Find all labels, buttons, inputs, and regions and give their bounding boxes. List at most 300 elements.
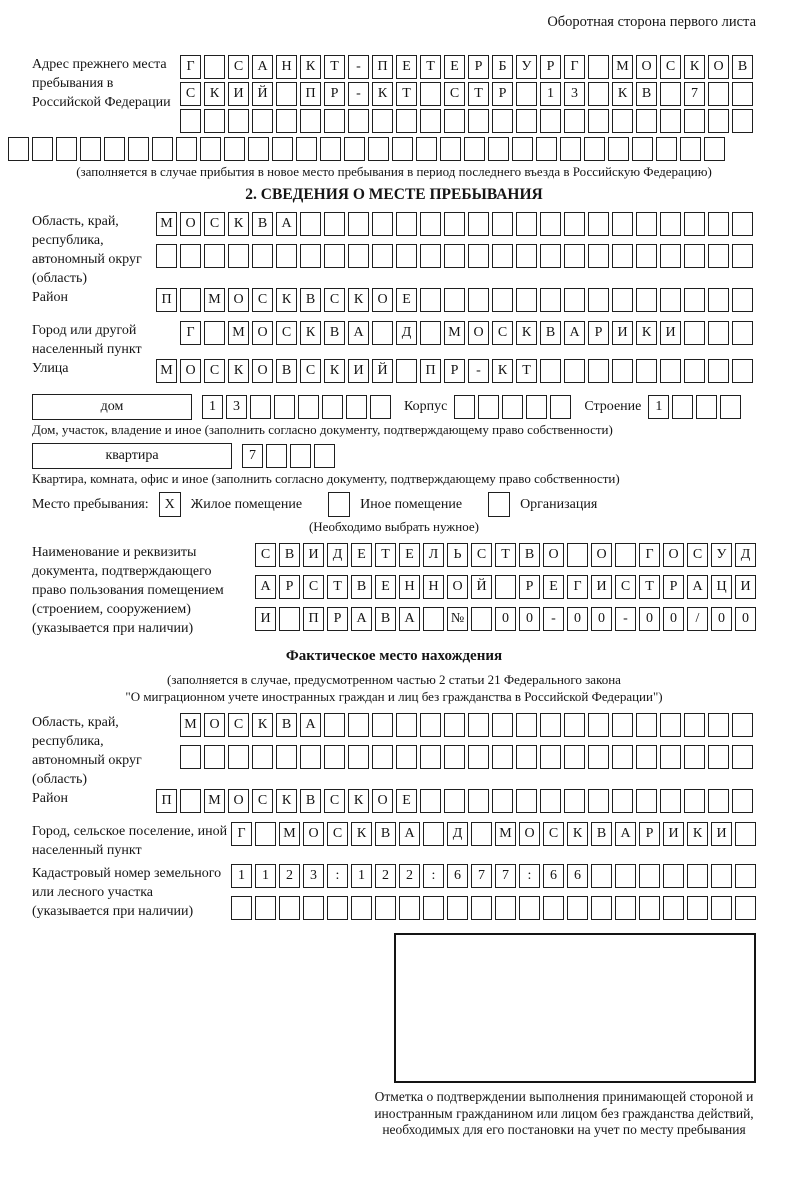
char-cell[interactable]: Е [399, 543, 420, 567]
char-cell[interactable]: Т [516, 359, 537, 383]
char-cell[interactable]: Г [639, 543, 660, 567]
char-cell[interactable]: 0 [735, 607, 756, 631]
char-cell[interactable]: К [228, 212, 249, 236]
char-cell[interactable]: Е [543, 575, 564, 599]
char-cell[interactable] [732, 745, 753, 769]
char-cell[interactable]: К [276, 789, 297, 813]
char-cell[interactable] [279, 607, 300, 631]
char-cell[interactable] [564, 359, 585, 383]
char-cell[interactable]: 6 [447, 864, 468, 888]
char-cell[interactable] [224, 137, 245, 161]
char-cell[interactable]: С [324, 789, 345, 813]
char-cell[interactable]: В [351, 575, 372, 599]
char-cell[interactable] [324, 713, 345, 737]
char-cell[interactable]: 1 [255, 864, 276, 888]
char-cell[interactable]: В [279, 543, 300, 567]
char-cell[interactable] [720, 395, 741, 419]
char-cell[interactable]: 1 [540, 82, 561, 106]
char-cell[interactable] [564, 109, 585, 133]
char-cell[interactable]: С [204, 212, 225, 236]
char-cell[interactable]: Т [327, 575, 348, 599]
char-cell[interactable]: : [327, 864, 348, 888]
char-cell[interactable] [444, 713, 465, 737]
char-cell[interactable]: О [180, 212, 201, 236]
char-cell[interactable]: С [228, 55, 249, 79]
char-cell[interactable]: К [348, 288, 369, 312]
char-cell[interactable] [564, 745, 585, 769]
char-cell[interactable]: С [327, 822, 348, 846]
char-cell[interactable]: 3 [226, 395, 247, 419]
char-cell[interactable] [636, 212, 657, 236]
char-cell[interactable] [327, 896, 348, 920]
char-cell[interactable] [464, 137, 485, 161]
char-cell[interactable]: Й [372, 359, 393, 383]
char-cell[interactable] [732, 789, 753, 813]
char-cell[interactable] [660, 82, 681, 106]
char-cell[interactable]: 6 [567, 864, 588, 888]
char-cell[interactable] [324, 745, 345, 769]
char-cell[interactable] [276, 82, 297, 106]
char-cell[interactable]: П [156, 789, 177, 813]
char-cell[interactable]: В [732, 55, 753, 79]
char-cell[interactable] [300, 109, 321, 133]
char-cell[interactable] [687, 896, 708, 920]
char-cell[interactable] [80, 137, 101, 161]
char-cell[interactable]: Б [492, 55, 513, 79]
char-cell[interactable]: М [444, 321, 465, 345]
char-cell[interactable]: - [348, 55, 369, 79]
char-cell[interactable]: К [612, 82, 633, 106]
char-cell[interactable] [684, 359, 705, 383]
char-cell[interactable]: П [156, 288, 177, 312]
char-cell[interactable] [204, 55, 225, 79]
char-cell[interactable] [348, 244, 369, 268]
char-cell[interactable]: Л [423, 543, 444, 567]
char-cell[interactable] [608, 137, 629, 161]
char-cell[interactable] [684, 745, 705, 769]
char-cell[interactable]: 7 [684, 82, 705, 106]
char-cell[interactable]: И [612, 321, 633, 345]
char-cell[interactable]: М [279, 822, 300, 846]
char-cell[interactable]: А [399, 607, 420, 631]
char-cell[interactable] [8, 137, 29, 161]
char-cell[interactable]: В [276, 713, 297, 737]
char-cell[interactable] [396, 109, 417, 133]
char-cell[interactable]: О [519, 822, 540, 846]
char-cell[interactable] [615, 543, 636, 567]
char-cell[interactable] [696, 395, 717, 419]
char-cell[interactable]: 1 [351, 864, 372, 888]
char-cell[interactable]: В [300, 288, 321, 312]
char-cell[interactable] [708, 109, 729, 133]
char-cell[interactable]: О [228, 789, 249, 813]
char-cell[interactable] [732, 359, 753, 383]
char-cell[interactable] [468, 212, 489, 236]
char-cell[interactable] [660, 244, 681, 268]
char-cell[interactable]: М [204, 288, 225, 312]
char-cell[interactable] [632, 137, 653, 161]
char-cell[interactable] [372, 109, 393, 133]
char-cell[interactable] [732, 244, 753, 268]
char-cell[interactable]: М [495, 822, 516, 846]
char-cell[interactable] [372, 212, 393, 236]
char-cell[interactable]: О [228, 288, 249, 312]
char-cell[interactable] [471, 896, 492, 920]
char-cell[interactable] [588, 82, 609, 106]
char-cell[interactable]: М [612, 55, 633, 79]
char-cell[interactable]: Т [495, 543, 516, 567]
char-cell[interactable] [423, 607, 444, 631]
char-cell[interactable] [180, 789, 201, 813]
char-cell[interactable] [375, 896, 396, 920]
char-cell[interactable] [444, 109, 465, 133]
char-cell[interactable] [204, 244, 225, 268]
char-cell[interactable] [540, 789, 561, 813]
char-cell[interactable]: К [300, 321, 321, 345]
char-cell[interactable]: И [663, 822, 684, 846]
char-cell[interactable]: В [300, 789, 321, 813]
char-cell[interactable] [684, 244, 705, 268]
char-cell[interactable] [492, 745, 513, 769]
char-cell[interactable]: Г [180, 55, 201, 79]
char-cell[interactable] [344, 137, 365, 161]
char-cell[interactable]: Р [279, 575, 300, 599]
char-cell[interactable] [564, 212, 585, 236]
char-cell[interactable]: П [420, 359, 441, 383]
char-cell[interactable] [502, 395, 523, 419]
char-cell[interactable] [735, 822, 756, 846]
char-cell[interactable]: К [372, 82, 393, 106]
char-cell[interactable] [588, 244, 609, 268]
char-cell[interactable] [612, 745, 633, 769]
char-cell[interactable] [290, 444, 311, 468]
char-cell[interactable] [516, 82, 537, 106]
char-cell[interactable]: К [684, 55, 705, 79]
char-cell[interactable]: К [351, 822, 372, 846]
char-cell[interactable]: Р [444, 359, 465, 383]
char-cell[interactable] [324, 212, 345, 236]
char-cell[interactable]: : [423, 864, 444, 888]
char-cell[interactable] [612, 244, 633, 268]
char-cell[interactable] [680, 137, 701, 161]
char-cell[interactable]: С [660, 55, 681, 79]
char-cell[interactable] [200, 137, 221, 161]
char-cell[interactable]: А [687, 575, 708, 599]
char-cell[interactable]: - [543, 607, 564, 631]
char-cell[interactable]: Е [396, 789, 417, 813]
char-cell[interactable]: 7 [471, 864, 492, 888]
char-cell[interactable] [516, 288, 537, 312]
char-cell[interactable]: О [663, 543, 684, 567]
char-cell[interactable] [492, 244, 513, 268]
char-cell[interactable] [540, 212, 561, 236]
char-cell[interactable]: П [300, 82, 321, 106]
char-cell[interactable] [540, 745, 561, 769]
char-cell[interactable]: 0 [711, 607, 732, 631]
char-cell[interactable]: Д [327, 543, 348, 567]
char-cell[interactable]: 2 [375, 864, 396, 888]
char-cell[interactable] [440, 137, 461, 161]
char-cell[interactable]: О [180, 359, 201, 383]
char-cell[interactable]: С [255, 543, 276, 567]
char-cell[interactable] [478, 395, 499, 419]
char-cell[interactable]: 7 [495, 864, 516, 888]
char-cell[interactable]: М [228, 321, 249, 345]
char-cell[interactable]: Т [420, 55, 441, 79]
char-cell[interactable] [420, 745, 441, 769]
char-cell[interactable] [420, 212, 441, 236]
char-cell[interactable] [368, 137, 389, 161]
char-cell[interactable] [324, 244, 345, 268]
char-cell[interactable] [588, 109, 609, 133]
char-cell[interactable]: И [348, 359, 369, 383]
char-cell[interactable]: А [615, 822, 636, 846]
char-cell[interactable] [636, 713, 657, 737]
char-cell[interactable]: О [252, 321, 273, 345]
char-cell[interactable]: В [252, 212, 273, 236]
char-cell[interactable] [591, 896, 612, 920]
char-cell[interactable] [732, 321, 753, 345]
char-cell[interactable] [396, 713, 417, 737]
char-cell[interactable] [471, 822, 492, 846]
char-cell[interactable] [516, 745, 537, 769]
char-cell[interactable]: Е [396, 55, 417, 79]
char-cell[interactable] [447, 896, 468, 920]
char-cell[interactable] [732, 109, 753, 133]
char-cell[interactable]: В [540, 321, 561, 345]
char-cell[interactable]: Р [639, 822, 660, 846]
char-cell[interactable] [492, 212, 513, 236]
char-cell[interactable] [516, 109, 537, 133]
char-cell[interactable] [540, 713, 561, 737]
char-cell[interactable] [180, 745, 201, 769]
char-cell[interactable] [708, 244, 729, 268]
char-cell[interactable]: Т [639, 575, 660, 599]
char-cell[interactable] [672, 395, 693, 419]
char-cell[interactable]: - [615, 607, 636, 631]
char-cell[interactable]: 0 [639, 607, 660, 631]
char-cell[interactable]: А [300, 713, 321, 737]
char-cell[interactable] [708, 212, 729, 236]
char-cell[interactable] [636, 244, 657, 268]
char-cell[interactable]: С [276, 321, 297, 345]
char-cell[interactable]: Ц [711, 575, 732, 599]
char-cell[interactable]: К [567, 822, 588, 846]
char-cell[interactable]: К [516, 321, 537, 345]
char-cell[interactable]: К [276, 288, 297, 312]
char-cell[interactable]: К [687, 822, 708, 846]
char-cell[interactable]: К [492, 359, 513, 383]
char-cell[interactable] [636, 359, 657, 383]
char-cell[interactable] [636, 745, 657, 769]
char-cell[interactable]: 0 [663, 607, 684, 631]
char-cell[interactable]: И [303, 543, 324, 567]
char-cell[interactable] [564, 288, 585, 312]
char-cell[interactable] [324, 109, 345, 133]
char-cell[interactable] [656, 137, 677, 161]
char-cell[interactable]: 3 [564, 82, 585, 106]
char-cell[interactable]: С [687, 543, 708, 567]
char-cell[interactable]: О [708, 55, 729, 79]
char-cell[interactable] [300, 745, 321, 769]
char-cell[interactable] [540, 109, 561, 133]
char-cell[interactable]: А [348, 321, 369, 345]
char-cell[interactable]: 7 [242, 444, 263, 468]
char-cell[interactable]: Й [252, 82, 273, 106]
char-cell[interactable] [495, 896, 516, 920]
char-cell[interactable] [639, 896, 660, 920]
char-cell[interactable] [663, 864, 684, 888]
char-cell[interactable] [488, 137, 509, 161]
char-cell[interactable]: С [492, 321, 513, 345]
char-cell[interactable] [512, 137, 533, 161]
char-cell[interactable]: Д [735, 543, 756, 567]
char-cell[interactable]: № [447, 607, 468, 631]
char-cell[interactable] [492, 713, 513, 737]
char-cell[interactable]: С [471, 543, 492, 567]
char-cell[interactable]: Р [663, 575, 684, 599]
char-cell[interactable] [396, 212, 417, 236]
char-cell[interactable] [516, 212, 537, 236]
char-cell[interactable]: О [591, 543, 612, 567]
char-cell[interactable]: 0 [591, 607, 612, 631]
char-cell[interactable] [399, 896, 420, 920]
char-cell[interactable] [420, 109, 441, 133]
char-cell[interactable] [104, 137, 125, 161]
char-cell[interactable]: Е [396, 288, 417, 312]
char-cell[interactable] [536, 137, 557, 161]
char-cell[interactable]: О [204, 713, 225, 737]
char-cell[interactable] [420, 789, 441, 813]
char-cell[interactable]: И [228, 82, 249, 106]
char-cell[interactable] [276, 244, 297, 268]
char-cell[interactable] [560, 137, 581, 161]
char-cell[interactable]: С [300, 359, 321, 383]
char-cell[interactable] [588, 55, 609, 79]
char-cell[interactable]: Р [468, 55, 489, 79]
char-cell[interactable]: А [276, 212, 297, 236]
char-cell[interactable]: В [324, 321, 345, 345]
char-cell[interactable] [612, 789, 633, 813]
char-cell[interactable]: С [543, 822, 564, 846]
residential-checkbox[interactable]: X [159, 492, 181, 517]
char-cell[interactable] [615, 864, 636, 888]
char-cell[interactable] [152, 137, 173, 161]
char-cell[interactable] [660, 288, 681, 312]
char-cell[interactable] [615, 896, 636, 920]
char-cell[interactable] [516, 713, 537, 737]
char-cell[interactable] [684, 713, 705, 737]
char-cell[interactable] [735, 896, 756, 920]
char-cell[interactable]: Т [468, 82, 489, 106]
char-cell[interactable] [348, 713, 369, 737]
char-cell[interactable] [300, 244, 321, 268]
char-cell[interactable] [274, 395, 295, 419]
char-cell[interactable]: Р [327, 607, 348, 631]
char-cell[interactable] [735, 864, 756, 888]
char-cell[interactable] [660, 359, 681, 383]
char-cell[interactable]: У [711, 543, 732, 567]
char-cell[interactable] [516, 789, 537, 813]
char-cell[interactable] [276, 745, 297, 769]
char-cell[interactable] [612, 212, 633, 236]
char-cell[interactable] [255, 822, 276, 846]
char-cell[interactable]: В [636, 82, 657, 106]
char-cell[interactable]: Е [375, 575, 396, 599]
char-cell[interactable]: И [660, 321, 681, 345]
char-cell[interactable]: Е [444, 55, 465, 79]
char-cell[interactable] [684, 109, 705, 133]
char-cell[interactable] [711, 896, 732, 920]
char-cell[interactable] [420, 288, 441, 312]
char-cell[interactable] [684, 212, 705, 236]
char-cell[interactable]: О [372, 789, 393, 813]
char-cell[interactable] [228, 745, 249, 769]
char-cell[interactable] [564, 789, 585, 813]
char-cell[interactable] [708, 82, 729, 106]
char-cell[interactable] [468, 244, 489, 268]
char-cell[interactable]: А [252, 55, 273, 79]
char-cell[interactable]: Г [564, 55, 585, 79]
char-cell[interactable]: : [519, 864, 540, 888]
char-cell[interactable]: В [375, 822, 396, 846]
char-cell[interactable]: С [303, 575, 324, 599]
char-cell[interactable]: Р [519, 575, 540, 599]
char-cell[interactable] [526, 395, 547, 419]
char-cell[interactable] [588, 359, 609, 383]
char-cell[interactable] [56, 137, 77, 161]
char-cell[interactable] [540, 244, 561, 268]
char-cell[interactable] [684, 288, 705, 312]
char-cell[interactable] [708, 745, 729, 769]
char-cell[interactable]: С [180, 82, 201, 106]
char-cell[interactable] [663, 896, 684, 920]
char-cell[interactable] [444, 789, 465, 813]
char-cell[interactable] [298, 395, 319, 419]
char-cell[interactable] [550, 395, 571, 419]
char-cell[interactable] [591, 864, 612, 888]
char-cell[interactable] [444, 244, 465, 268]
char-cell[interactable]: В [591, 822, 612, 846]
char-cell[interactable]: В [519, 543, 540, 567]
char-cell[interactable]: О [636, 55, 657, 79]
char-cell[interactable]: К [636, 321, 657, 345]
char-cell[interactable] [684, 321, 705, 345]
char-cell[interactable]: 6 [543, 864, 564, 888]
char-cell[interactable]: - [348, 82, 369, 106]
char-cell[interactable] [564, 713, 585, 737]
char-cell[interactable] [396, 745, 417, 769]
char-cell[interactable]: Т [396, 82, 417, 106]
char-cell[interactable] [372, 745, 393, 769]
char-cell[interactable] [296, 137, 317, 161]
char-cell[interactable] [370, 395, 391, 419]
char-cell[interactable] [636, 789, 657, 813]
char-cell[interactable]: К [252, 713, 273, 737]
char-cell[interactable] [516, 244, 537, 268]
char-cell[interactable] [639, 864, 660, 888]
char-cell[interactable] [704, 137, 725, 161]
char-cell[interactable]: 0 [567, 607, 588, 631]
char-cell[interactable] [732, 713, 753, 737]
char-cell[interactable]: И [591, 575, 612, 599]
char-cell[interactable]: Д [396, 321, 417, 345]
char-cell[interactable] [231, 896, 252, 920]
char-cell[interactable] [266, 444, 287, 468]
char-cell[interactable] [492, 288, 513, 312]
char-cell[interactable]: С [615, 575, 636, 599]
char-cell[interactable]: М [204, 789, 225, 813]
